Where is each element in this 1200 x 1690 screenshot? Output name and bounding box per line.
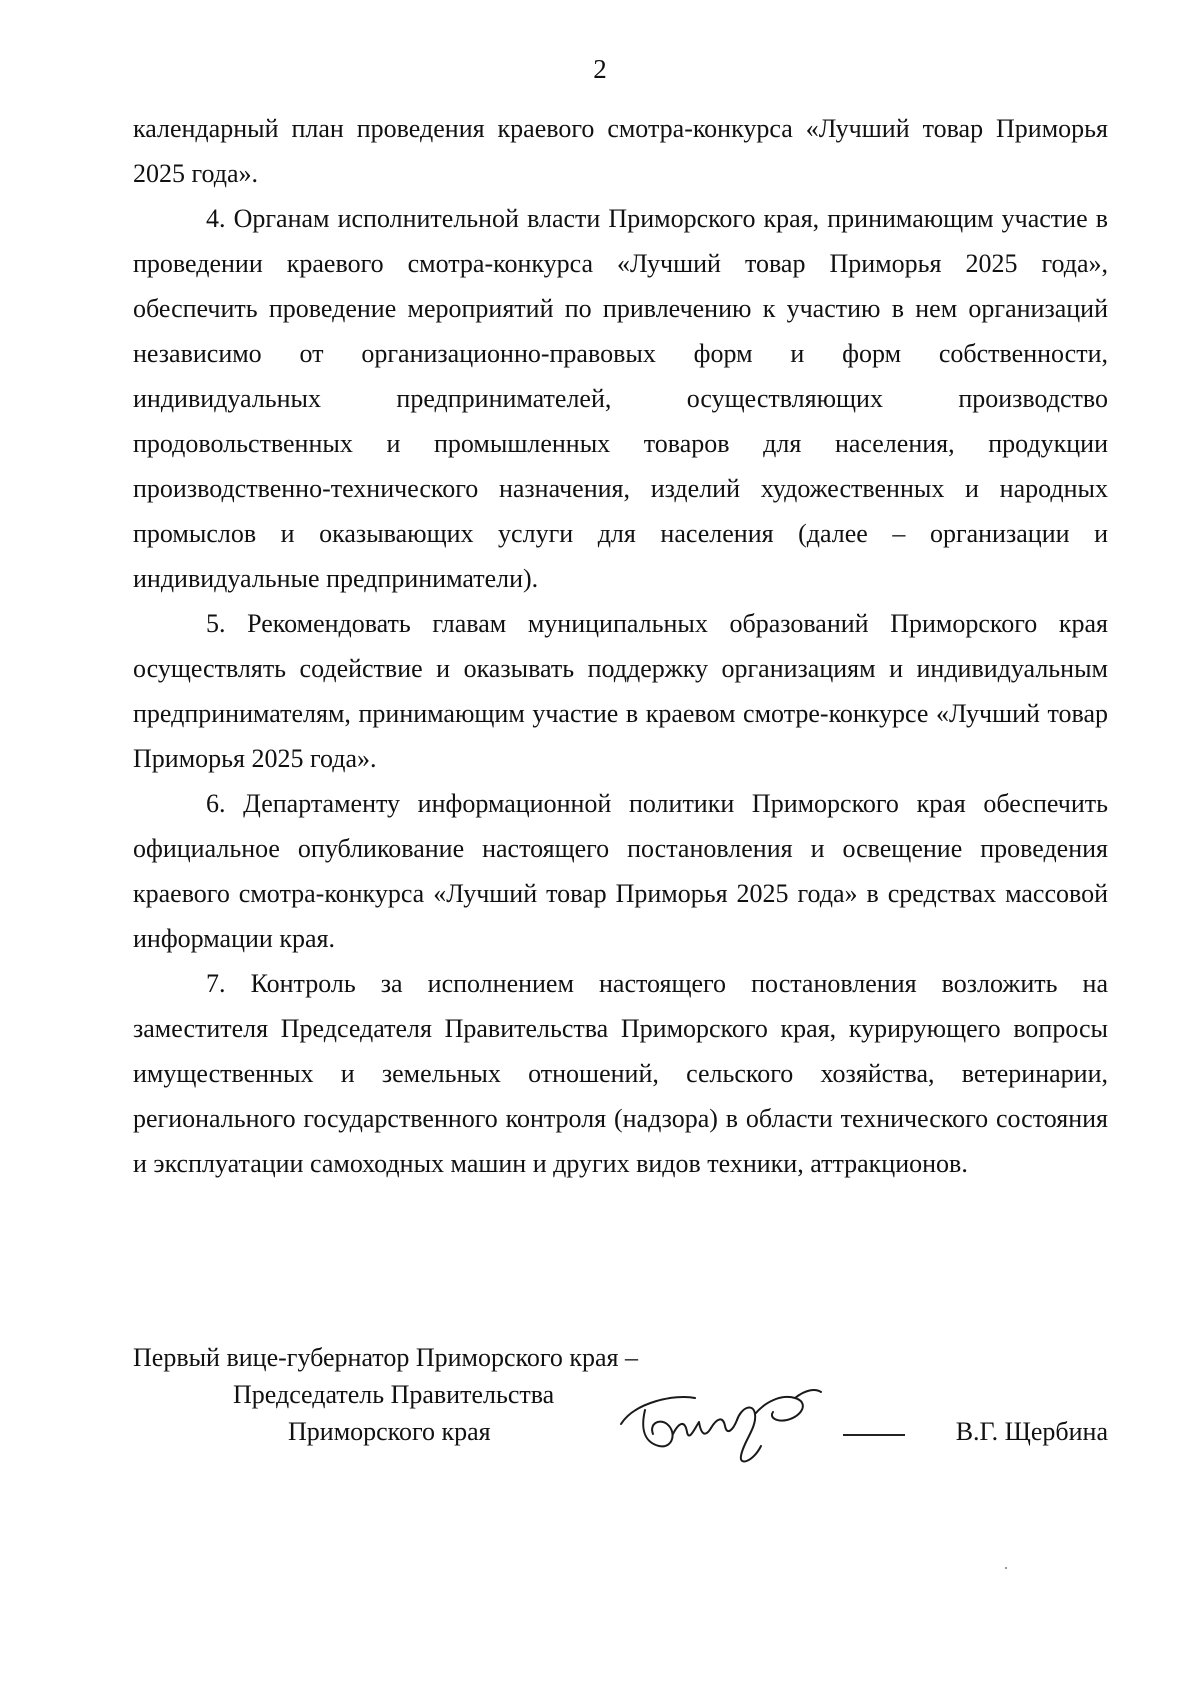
scan-speck — [1005, 1567, 1007, 1569]
signer-name: В.Г. Щербина — [955, 1417, 1108, 1446]
paragraph-item-7: 7. Контроль за исполнением настоящего постановления возложить на заместителя Председателя Правительства Приморского края, курирующего вопросы имущественных и земельных отношений, сельского хозяйства, ветеринарии, регионального государственного контроля (надзора) в области технического состояния и эксплуатации самоходных машин и других видов техники, аттракционов. — [133, 969, 1108, 1178]
paragraph-continuation: календарный план проведения краевого смотра-конкурса «Лучший товар Приморья 2025 года». — [133, 114, 1108, 188]
document-body — [133, 106, 1108, 1186]
signature-block — [133, 1340, 1108, 1480]
signer-title-line-3: Приморского края — [288, 1417, 491, 1446]
paragraph-item-4: 4. Органам исполнительной власти Приморского края, принимающим участие в проведении краевого смотра-конкурса «Лучший товар Приморья 2025 года», обеспечить проведение мероприятий по привлечению к участию в нем организаций независимо от организационно-правовых форм и форм собственности, индивидуальных предпринимателей, осуществляющих производство продовольственных и промышленных товаров для населения, продукции производственно-технического назначения, изделий художественных и народных промыслов и оказывающих услуги для населения (далее – организации и индивидуальные предприниматели). — [133, 204, 1108, 593]
handwritten-signature — [615, 1372, 825, 1467]
signature-line — [843, 1434, 905, 1436]
signer-title-line-2: Председатель Правительства — [233, 1380, 555, 1409]
paragraph-item-5: 5. Рекомендовать главам муниципальных образований Приморского края осуществлять содействие и оказывать поддержку организациям и индивидуальным предпринимателям, принимающим участие в краевом смотре-конкурсе «Лучший товар Приморья 2025 года». — [133, 609, 1108, 773]
signer-title-line-1: Первый вице-губернатор Приморского края – — [133, 1343, 638, 1372]
page-number: 2 — [593, 54, 607, 84]
paragraph-item-6: 6. Департаменту информационной политики Приморского края обеспечить официальное опубликование настоящего постановления и освещение проведения краевого смотра-конкурса «Лучший товар Приморья 2025 года» в средствах массовой информации края. — [133, 789, 1108, 953]
